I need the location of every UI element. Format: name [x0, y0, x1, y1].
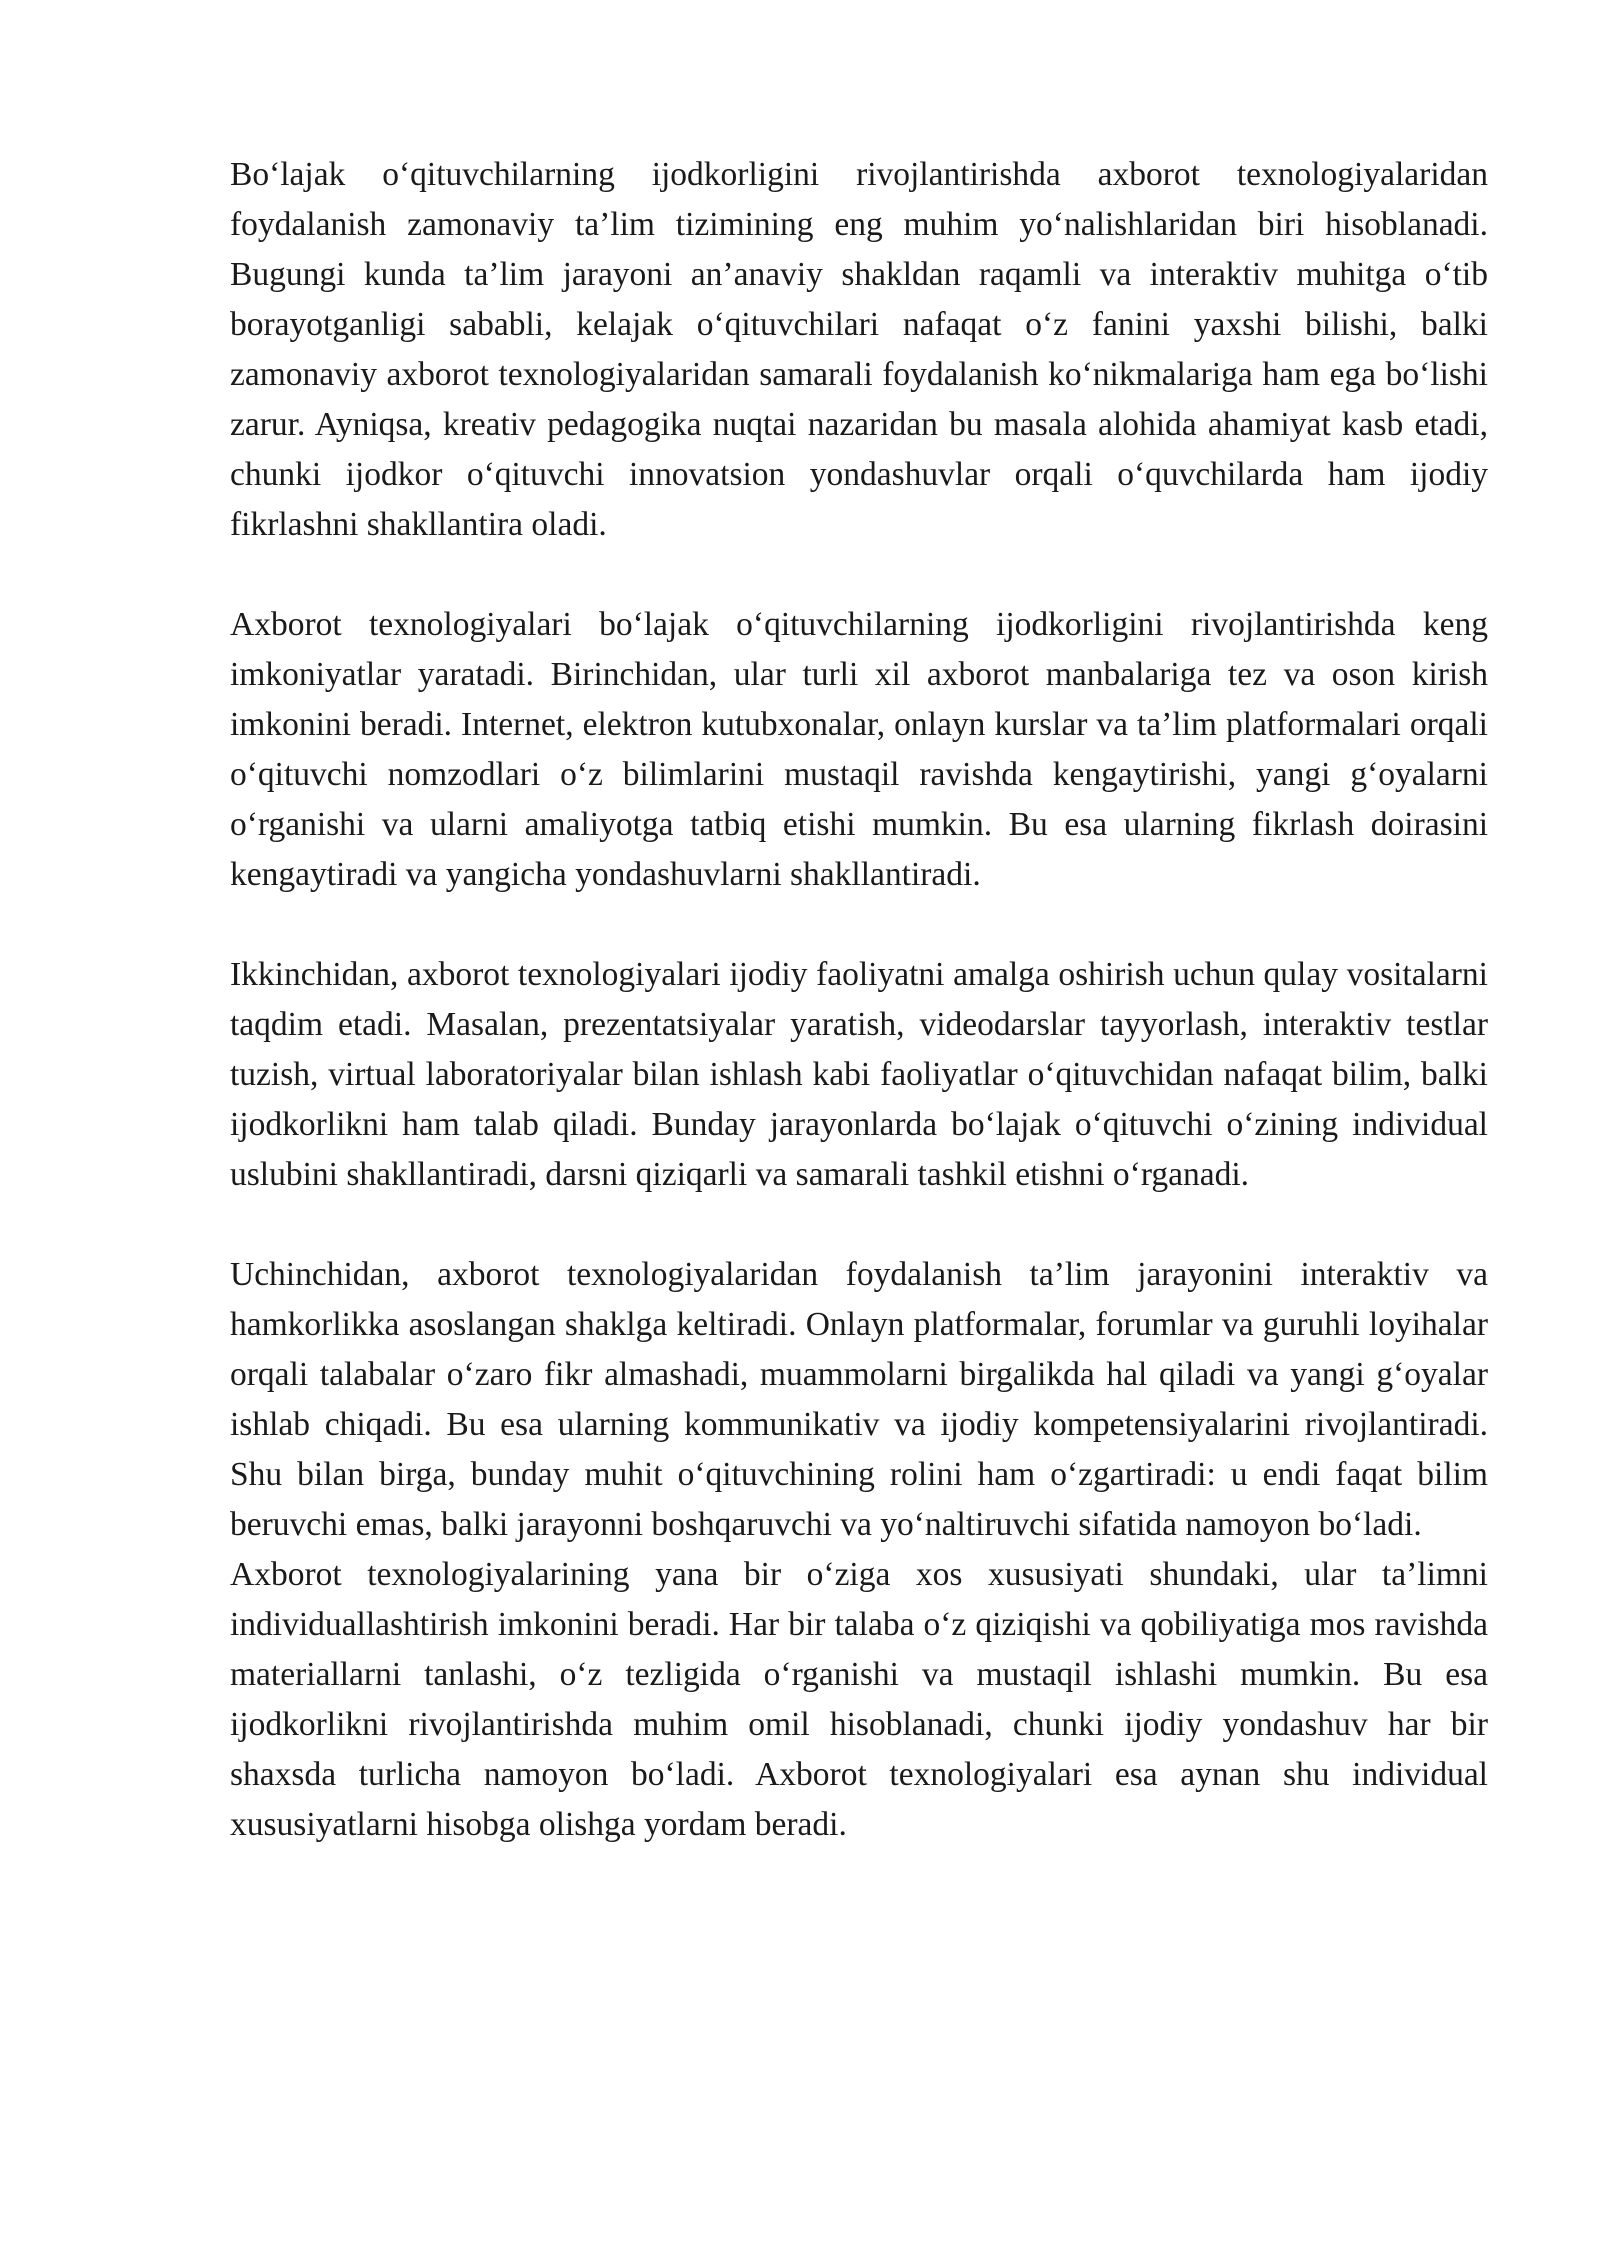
paragraph-third-point: Uchinchidan, axborot texnologiyalaridan foydalanish ta’lim jarayonini interaktiv va hamkorlikka asoslangan shaklga keltiradi. Onlayn platformalar, forumlar va guruhli loyihalar orqali talabalar o‘zaro fikr almashadi, muammolarni birgalikda hal qiladi va yangi g‘oyalar ishlab chiqadi. Bu esa ularning kommunikativ va ijodiy kompetensiyalarini rivojlantiradi. Shu bilan birga, bunday muhit o‘qituvchining rolini ham o‘zgartiradi: u endi faqat bilim beruvchi emas, balki jarayonni boshqaruvchi va yo‘naltiruvchi sifatida namoyon bo‘ladi. [230, 1256, 1488, 1543]
paragraph-second-point: Ikkinchidan, axborot texnologiyalari ijodiy faoliyatni amalga oshirish uchun qulay vositalarni taqdim etadi. Masalan, prezentatsiyalar yaratish, videodarslar tayyorlash, interaktiv testlar tuzish, virtual laboratoriyalar bilan ishlash kabi faoliyatlar o‘qituvchidan nafaqat bilim, balki ijodkorlikni ham talab qiladi. Bunday jarayonlarda bo‘lajak o‘qituvchi o‘zining individual uslubini shakllantiradi, darsni qiziqarli va samarali tashkil etishni o‘rganadi. [230, 956, 1488, 1193]
paragraph-opportunities: Axborot texnologiyalari bo‘lajak o‘qituvchilarning ijodkorligini rivojlantirishda keng imkoniyatlar yaratadi. Birinchidan, ular turli xil axborot manbalariga tez va oson kirish imkonini beradi. Internet, elektron kutubxonalar, onlayn kurslar va ta’lim platformalari orqali o‘qituvchi nomzodlari o‘z bilimlarini mustaqil ravishda kengaytirishi, yangi g‘oyalarni o‘rganishi va ularni amaliyotga tatbiq etishi mumkin. Bu esa ularning fikrlash doirasini kengaytiradi va yangicha yondashuvlarni shakllantiradi. [230, 606, 1488, 893]
paragraph-intro: Bo‘lajak o‘qituvchilarning ijodkorligini rivojlantirishda axborot texnologiyalaridan foydalanish zamonaviy ta’lim tizimining eng muhim yo‘nalishlaridan biri hisoblanadi. Bugungi kunda ta’lim jarayoni an’anaviy shakldan raqamli va interaktiv muhitga o‘tib borayotganligi sababli, kelajak o‘qituvchilari nafaqat o‘z fanini yaxshi bilishi, balki zamonaviy axborot texnologiyalaridan samarali foydalanish ko‘nikmalariga ham ega bo‘lishi zarur. Ayniqsa, kreativ pedagogika nuqtai nazaridan bu masala alohida ahamiyat kasb etadi, chunki ijodkor o‘qituvchi innovatsion yondashuvlar orqali o‘quvchilarda ham ijodiy fikrlashni shakllantira oladi. [230, 156, 1488, 543]
document-body [230, 150, 1488, 1850]
paragraph-individualization: Axborot texnologiyalarining yana bir o‘ziga xos xususiyati shundaki, ular ta’limni individuallashtirish imkonini beradi. Har bir talaba o‘z qiziqishi va qobiliyatiga mos ravishda materiallarni tanlashi, o‘z tezligida o‘rganishi va mustaqil ishlashi mumkin. Bu esa ijodkorlikni rivojlantirishda muhim omil hisoblanadi, chunki ijodiy yondashuv har bir shaxsda turlicha namoyon bo‘ladi. Axborot texnologiyalari esa aynan shu individual xususiyatlarni hisobga olishga yordam beradi. [230, 1556, 1488, 1843]
